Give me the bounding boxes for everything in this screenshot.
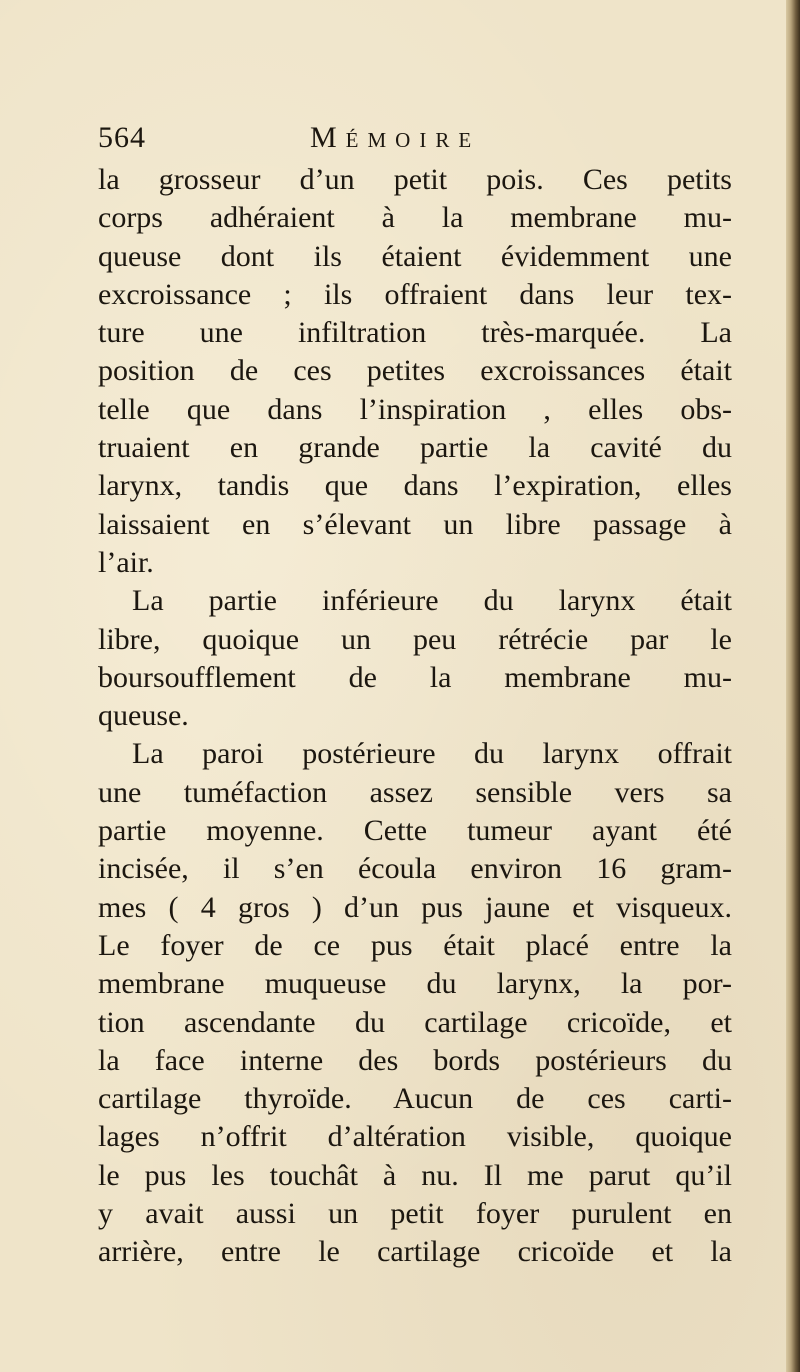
text-line: mes ( 4 gros ) d’un pus jaune et visqueux. (98, 890, 732, 924)
text-line: telle que dans l’inspiration , elles obs- (98, 392, 732, 426)
text-line: lages n’offrit d’altération visible, quoique (98, 1120, 732, 1154)
text-line: boursoufflement de la membrane mu- (98, 660, 732, 694)
running-title: Mémoire (310, 121, 481, 154)
text-line: l’air. (98, 545, 154, 579)
text-line: tion ascendante du cartilage cricoïde, et (98, 1005, 732, 1039)
text-line: incisée, il s’en écoula environ 16 gram- (98, 852, 732, 886)
text-line: La partie inférieure du larynx était (132, 584, 732, 618)
text-line: libre, quoique un peu rétrécie par le (98, 622, 732, 656)
text-line: larynx, tandis que dans l’expiration, elles (98, 469, 732, 503)
text-line: La paroi postérieure du larynx offrait (132, 737, 732, 771)
text-line: laissaient en s’élevant un libre passage à (98, 507, 732, 541)
text-line: arrière, entre le cartilage cricoïde et la (98, 1235, 732, 1269)
text-line: cartilage thyroïde. Aucun de ces carti- (98, 1082, 732, 1116)
text-line: queuse dont ils étaient évidemment une (98, 239, 732, 273)
text-line: ture une infiltration très-marquée. La (98, 316, 732, 350)
text-line: le pus les touchât à nu. Il me parut qu’il (98, 1158, 732, 1192)
page-number: 564 (98, 121, 146, 154)
text-line: excroissance ; ils offraient dans leur tex- (98, 277, 732, 311)
text-line: membrane muqueuse du larynx, la por- (98, 967, 732, 1001)
text-line: Le foyer de ce pus était placé entre la (98, 928, 732, 962)
text-line: la grosseur d’un petit pois. Ces petits (98, 163, 732, 196)
text-line: corps adhéraient à la membrane mu- (98, 201, 732, 235)
text-line: une tuméfaction assez sensible vers sa (98, 775, 732, 809)
text-line: la face interne des bords postérieurs du (98, 1043, 732, 1077)
text-line: truaient en grande partie la cavité du (98, 431, 732, 465)
running-head (98, 116, 738, 160)
body-text (98, 161, 732, 1272)
text-line: partie moyenne. Cette tumeur ayant été (98, 814, 732, 848)
text-line: position de ces petites excroissances était (98, 354, 732, 388)
text-line: y avait aussi un petit foyer purulent en (98, 1197, 732, 1231)
text-line: queuse. (98, 699, 189, 733)
page-edge (786, 0, 800, 1372)
